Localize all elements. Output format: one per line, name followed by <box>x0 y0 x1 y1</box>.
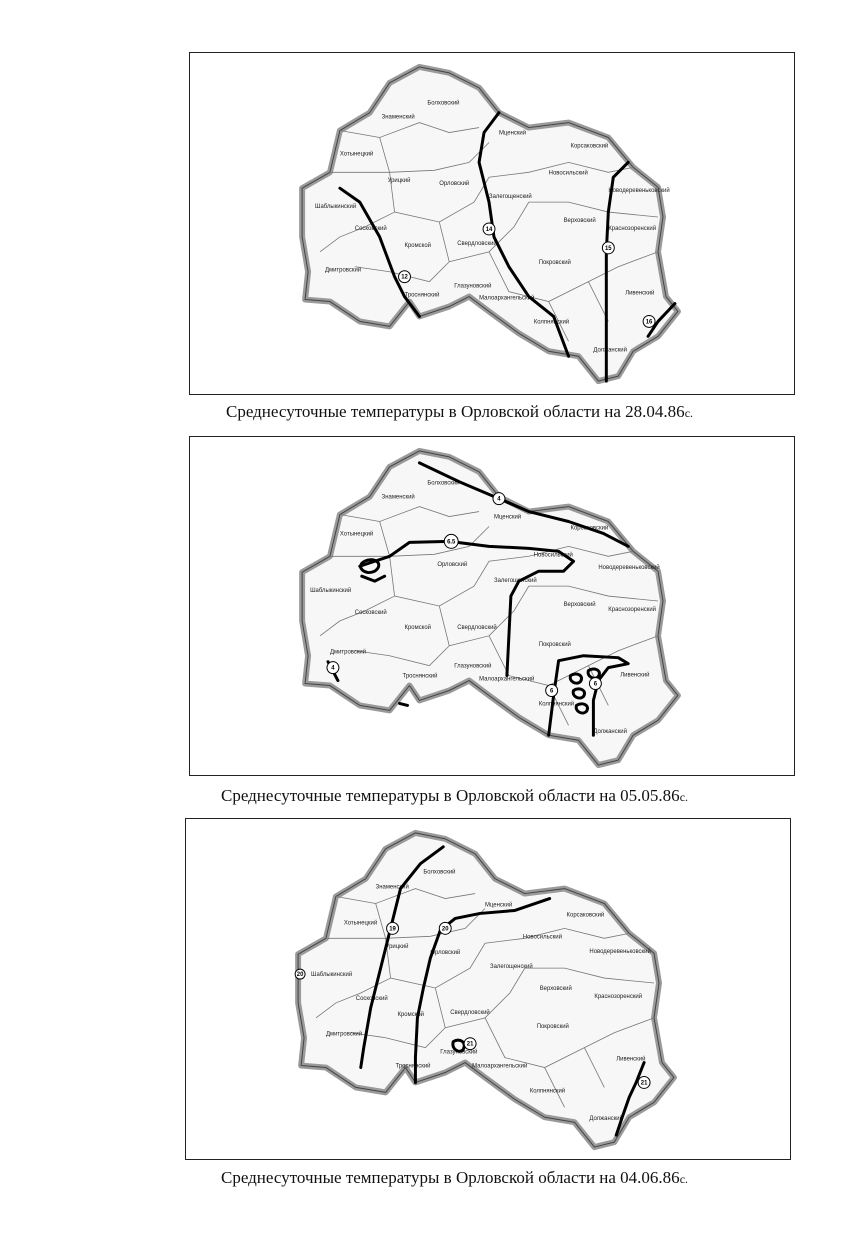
svg-text:Глазуновский: Глазуновский <box>454 663 492 670</box>
svg-text:Корсаковский: Корсаковский <box>566 912 605 919</box>
isotherm-label <box>546 685 558 697</box>
svg-text:Должанский: Должанский <box>593 347 627 354</box>
svg-text:21: 21 <box>466 1041 474 1048</box>
svg-text:Сосковский: Сосковский <box>354 225 387 232</box>
svg-text:Знаменский: Знаменский <box>375 884 409 891</box>
svg-text:Кромской: Кромской <box>404 624 431 631</box>
svg-text:Троснянский: Троснянский <box>395 1063 431 1070</box>
svg-text:Верховский: Верховский <box>539 985 572 992</box>
svg-text:Залегощенский: Залегощенский <box>489 194 532 201</box>
isotherm-line <box>400 703 408 705</box>
svg-text:Новосильский: Новосильский <box>522 934 562 941</box>
isotherm-label <box>444 534 458 548</box>
svg-text:Залегощенский: Залегощенский <box>489 964 533 971</box>
svg-text:Орловский: Орловский <box>439 181 470 188</box>
svg-text:Должанский: Должанский <box>593 729 627 736</box>
svg-text:15: 15 <box>605 245 612 252</box>
svg-text:Мценский: Мценский <box>485 902 513 909</box>
isotherm-label <box>638 1076 650 1088</box>
svg-text:Покровский: Покровский <box>538 641 571 648</box>
svg-text:Ливенский: Ливенский <box>625 290 655 297</box>
svg-text:Шаблыкинский: Шаблыкинский <box>310 588 352 595</box>
svg-text:Урицкий: Урицкий <box>387 178 411 185</box>
svg-text:Шаблыкинский: Шаблыкинский <box>315 204 357 211</box>
svg-text:Глазуновский: Глазуновский <box>440 1049 478 1056</box>
isotherm-label <box>464 1038 476 1050</box>
svg-text:Болховский: Болховский <box>427 480 460 487</box>
svg-text:Малоархангельский: Малоархангельский <box>472 1063 528 1070</box>
svg-text:Новодеревеньковский: Новодеревеньковский <box>608 188 670 195</box>
map-svg-2 <box>190 437 794 775</box>
isotherm-label <box>399 271 411 283</box>
svg-text:Верховский: Верховский <box>563 218 596 225</box>
isotherm-label <box>589 678 601 690</box>
svg-text:Новосильский: Новосильский <box>548 170 588 177</box>
svg-text:4: 4 <box>331 665 335 672</box>
svg-text:Колпнянский: Колпнянский <box>538 701 575 708</box>
svg-text:16: 16 <box>645 319 653 326</box>
svg-text:6: 6 <box>549 688 554 695</box>
svg-text:Болховский: Болховский <box>427 100 460 107</box>
svg-text:Мценский: Мценский <box>498 130 527 137</box>
svg-text:Корсаковский: Корсаковский <box>570 525 609 532</box>
svg-text:Должанский: Должанский <box>589 1116 623 1123</box>
svg-text:Орловский: Орловский <box>430 950 461 957</box>
svg-text:14: 14 <box>485 226 493 233</box>
svg-text:Малоархангельский: Малоархангельский <box>479 295 535 302</box>
map-svg-1 <box>190 53 794 394</box>
svg-text:Залегощенский: Залегощенский <box>493 578 537 585</box>
svg-text:Кромской: Кромской <box>397 1011 425 1018</box>
svg-text:Троснянский: Троснянский <box>404 292 440 299</box>
svg-text:20: 20 <box>441 926 449 933</box>
svg-text:Дмитровский: Дмитровский <box>325 1031 363 1038</box>
caption-suffix: с. <box>679 1172 689 1186</box>
caption-text: Среднесуточные температуры в Орловской области на 28.04.86 <box>226 402 685 421</box>
svg-text:Свердловский: Свердловский <box>457 240 497 247</box>
svg-text:Знаменский: Знаменский <box>381 114 415 121</box>
svg-text:6: 6 <box>593 681 598 688</box>
svg-text:Хотынецкий: Хотынецкий <box>343 920 378 927</box>
svg-text:Новодеревеньковский: Новодеревеньковский <box>589 949 651 956</box>
svg-text:Дмитровский: Дмитровский <box>324 267 362 274</box>
svg-text:Болховский: Болховский <box>423 869 456 876</box>
map-panel-3 <box>185 818 791 1160</box>
caption-text: Среднесуточные температуры в Орловской области на 05.05.86 <box>221 786 680 805</box>
map-caption-1 <box>226 402 693 422</box>
caption-text: Среднесуточные температуры в Орловской области на 04.06.86 <box>221 1168 680 1187</box>
svg-text:Краснозоренский: Краснозоренский <box>608 225 657 232</box>
svg-text:Урицкий: Урицкий <box>385 944 409 951</box>
svg-text:Колпнянский: Колпнянский <box>533 319 570 326</box>
isotherm-label <box>387 922 399 934</box>
svg-text:Корсаковский: Корсаковский <box>570 143 609 150</box>
caption-suffix: с. <box>684 406 694 420</box>
isotherm-label <box>439 922 451 934</box>
svg-text:19: 19 <box>389 926 396 933</box>
svg-text:Мценский: Мценский <box>493 514 522 521</box>
map-caption-3 <box>221 1168 688 1188</box>
map-panel-2 <box>189 436 795 776</box>
svg-text:Дмитровский: Дмитровский <box>329 649 367 656</box>
svg-text:Сосковский: Сосковский <box>354 609 387 616</box>
svg-text:12: 12 <box>401 274 408 281</box>
svg-text:Новосильский: Новосильский <box>533 552 573 559</box>
isotherm-label <box>327 662 339 674</box>
isotherm-label <box>295 969 305 979</box>
svg-text:Глазуновский: Глазуновский <box>454 283 492 290</box>
svg-text:Хотынецкий: Хотынецкий <box>339 151 374 158</box>
svg-text:Покровский: Покровский <box>536 1023 569 1030</box>
svg-text:Покровский: Покровский <box>538 259 571 266</box>
svg-text:Колпнянский: Колпнянский <box>529 1088 566 1095</box>
svg-text:Свердловский: Свердловский <box>450 1009 490 1016</box>
svg-text:Малоархангельский: Малоархангельский <box>479 676 535 683</box>
svg-text:Шаблыкинский: Шаблыкинский <box>311 972 353 979</box>
isotherm-label <box>483 223 495 235</box>
svg-text:Орловский: Орловский <box>437 562 468 569</box>
svg-text:Краснозоренский: Краснозоренский <box>608 606 657 613</box>
svg-text:Троснянский: Троснянский <box>402 673 438 680</box>
isotherm-label <box>493 493 505 505</box>
map-panel-1 <box>189 52 795 395</box>
map-svg-3 <box>186 819 790 1159</box>
svg-text:6.5: 6.5 <box>447 539 456 546</box>
svg-text:Хотынецкий: Хотынецкий <box>339 531 374 538</box>
svg-text:Сосковский: Сосковский <box>355 995 388 1002</box>
svg-text:21: 21 <box>640 1080 648 1087</box>
svg-text:20: 20 <box>296 972 304 979</box>
svg-text:Знаменский: Знаменский <box>381 494 415 501</box>
svg-text:Новодеревеньковский: Новодеревеньковский <box>598 565 660 572</box>
svg-text:Ливенский: Ливенский <box>616 1056 646 1063</box>
map-caption-2 <box>221 786 688 806</box>
svg-text:Ливенский: Ливенский <box>620 672 650 679</box>
svg-text:Краснозоренский: Краснозоренский <box>594 993 643 1000</box>
isotherm-label <box>643 315 655 327</box>
svg-text:4: 4 <box>497 496 501 503</box>
region-outline <box>298 833 674 1147</box>
svg-text:Верховский: Верховский <box>563 602 596 608</box>
svg-text:Кромской: Кромской <box>404 242 431 249</box>
svg-text:Свердловский: Свердловский <box>457 624 497 631</box>
caption-suffix: с. <box>679 790 689 804</box>
isotherm-label <box>602 242 614 254</box>
